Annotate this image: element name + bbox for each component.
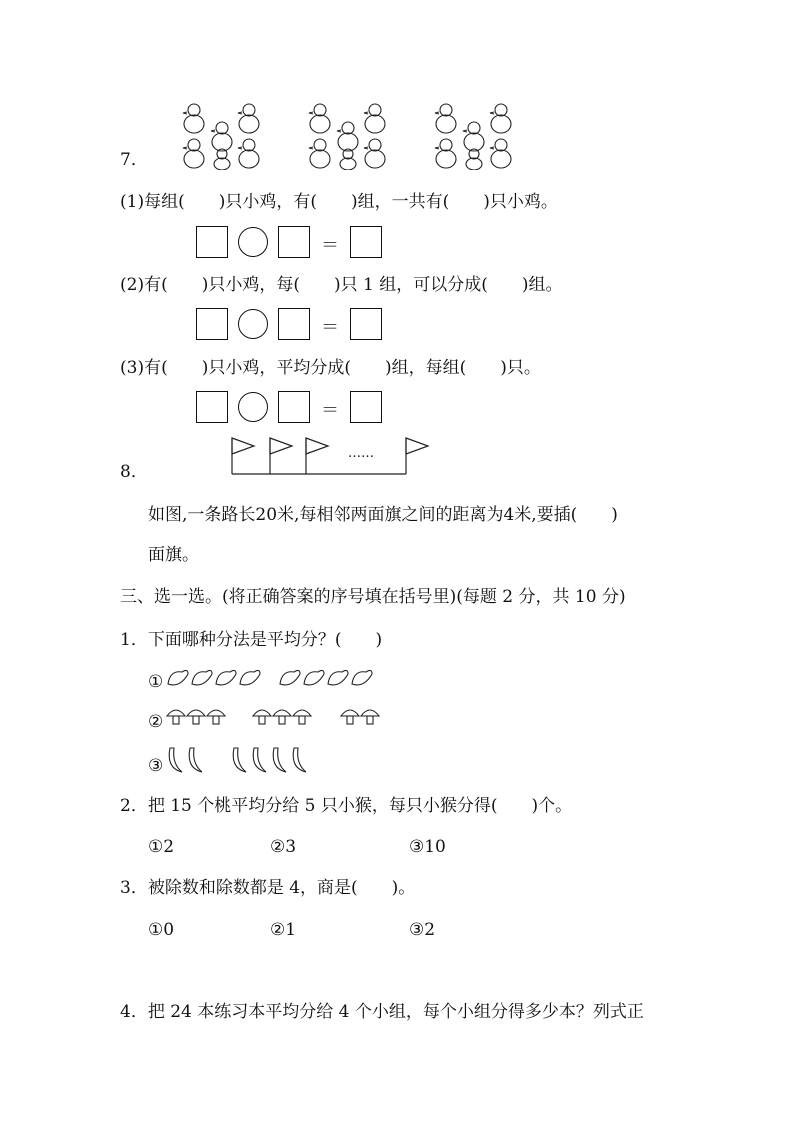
answer-box[interactable] bbox=[196, 391, 228, 423]
mushroom-icon bbox=[273, 710, 291, 724]
q8-line1: 如图,一条路长20米,每相邻两面旗之间的距离为4米,要插( ) bbox=[148, 505, 618, 525]
eggplant-icon bbox=[240, 670, 260, 684]
operator-circle[interactable] bbox=[238, 227, 268, 257]
chick-icon bbox=[337, 122, 358, 151]
chick-icon bbox=[183, 104, 204, 133]
s3q3-option-3[interactable]: ③2 bbox=[409, 920, 436, 940]
flag-road-diagram bbox=[228, 436, 438, 480]
chick-icon bbox=[238, 139, 259, 168]
banana-icon bbox=[169, 748, 182, 772]
chick-icon bbox=[364, 104, 385, 133]
chick-icon bbox=[211, 122, 232, 151]
s3q3-option-1[interactable]: ①0 bbox=[148, 920, 175, 940]
s3q2-text: 2．把 15 个桃平均分给 5 只小猴，每只小猴分得( )个。 bbox=[120, 796, 573, 816]
q7-number: 7． bbox=[120, 150, 148, 170]
operator-circle[interactable] bbox=[238, 309, 268, 339]
answer-box[interactable] bbox=[278, 391, 310, 423]
chick-icon bbox=[463, 122, 484, 151]
q7-sub3-text: (3)有( )只小鸡，平均分成( )组，每组( )只。 bbox=[120, 358, 541, 378]
answer-box[interactable] bbox=[350, 308, 382, 340]
chick-icon bbox=[466, 149, 482, 170]
eggplant-row bbox=[166, 664, 378, 690]
banana-icon bbox=[189, 748, 202, 772]
s3q1-text: 1．下面哪种分法是平均分？( ) bbox=[120, 630, 383, 650]
chick-group-1-icon bbox=[180, 100, 266, 170]
eggplant-icon bbox=[192, 670, 212, 684]
mushroom-icon bbox=[361, 710, 379, 724]
banana-row bbox=[166, 744, 316, 776]
chick-group-2-icon bbox=[306, 100, 392, 170]
answer-box[interactable] bbox=[350, 226, 382, 258]
mushroom-icon bbox=[167, 710, 185, 724]
s3q3-option-2[interactable]: ②1 bbox=[270, 920, 297, 940]
chick-icon bbox=[490, 139, 511, 168]
s3q2-option-2[interactable]: ②3 bbox=[270, 837, 297, 857]
chick-group-3 bbox=[432, 100, 518, 170]
mushroom-icon bbox=[253, 710, 271, 724]
chick-icon bbox=[183, 139, 204, 168]
mushroom-icon bbox=[341, 710, 359, 724]
s3q3-text: 3．被除数和除数都是 4，商是( )。 bbox=[120, 878, 416, 898]
chick-icon bbox=[309, 139, 330, 168]
answer-box[interactable] bbox=[196, 226, 228, 258]
eggplant-icon bbox=[168, 670, 188, 684]
chick-group-3-icon bbox=[432, 100, 518, 170]
chick-group-2 bbox=[306, 100, 392, 170]
s3q2-option-1[interactable]: ①2 bbox=[148, 837, 175, 857]
answer-box[interactable] bbox=[196, 308, 228, 340]
chick-icon bbox=[364, 139, 385, 168]
s3q1-option2-label: ② bbox=[148, 712, 164, 732]
flag-icon bbox=[270, 438, 292, 474]
eggplant-icon bbox=[328, 670, 348, 684]
ellipsis-dots: …… bbox=[348, 446, 374, 461]
eggplant-icon bbox=[304, 670, 324, 684]
mushroom-icon bbox=[187, 710, 205, 724]
chick-icon bbox=[309, 104, 330, 133]
banana-icon bbox=[253, 748, 266, 772]
equals-sign: ＝ bbox=[321, 400, 339, 421]
q8-number: 8． bbox=[120, 462, 148, 482]
chick-icon bbox=[490, 104, 511, 133]
equals-sign: ＝ bbox=[321, 317, 339, 338]
chick-icon bbox=[435, 104, 456, 133]
flag-icon bbox=[406, 438, 428, 474]
s3q1-option1-label: ① bbox=[148, 672, 164, 692]
q7-sub1-text: (1)每组( )只小鸡，有( )组，一共有( )只小鸡。 bbox=[120, 192, 558, 212]
mushroom-row bbox=[166, 704, 388, 730]
chick-icon bbox=[340, 149, 356, 170]
equals-sign: ＝ bbox=[321, 235, 339, 256]
chick-group-1 bbox=[180, 100, 266, 170]
eggplant-icon bbox=[216, 670, 236, 684]
s3q2-option-3[interactable]: ③10 bbox=[409, 837, 446, 857]
chick-icon bbox=[214, 149, 230, 170]
operator-circle[interactable] bbox=[238, 392, 268, 422]
banana-icon bbox=[293, 748, 306, 772]
mushroom-icon bbox=[207, 710, 225, 724]
flag-icon bbox=[232, 438, 254, 474]
section3-heading: 三、选一选。(将正确答案的序号填在括号里)(每题 2 分，共 10 分) bbox=[120, 587, 626, 607]
eggplant-icon bbox=[352, 670, 372, 684]
chick-icon bbox=[435, 139, 456, 168]
banana-icon bbox=[233, 748, 246, 772]
mushroom-icon bbox=[293, 710, 311, 724]
answer-box[interactable] bbox=[278, 226, 310, 258]
answer-box[interactable] bbox=[350, 391, 382, 423]
flag-icon bbox=[306, 438, 328, 474]
s3q4-text: 4．把 24 本练习本平均分给 4 个小组，每个小组分得多少本？列式正 bbox=[120, 1002, 644, 1022]
s3q1-option3-label: ③ bbox=[148, 756, 164, 776]
answer-box[interactable] bbox=[278, 308, 310, 340]
chick-icon bbox=[238, 104, 259, 133]
q8-line2: 面旗。 bbox=[148, 545, 199, 565]
banana-icon bbox=[273, 748, 286, 772]
eggplant-icon bbox=[280, 670, 300, 684]
q7-sub2-text: (2)有( )只小鸡，每( )只 1 组，可以分成( )组。 bbox=[120, 275, 563, 295]
